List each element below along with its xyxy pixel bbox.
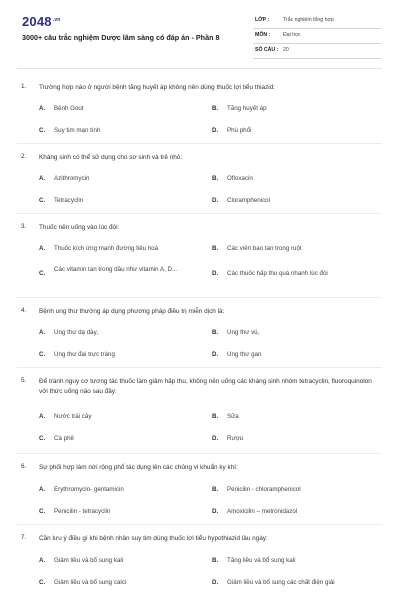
option-text: Phù phổi — [227, 127, 252, 134]
option-text: Các vitamin tan trong dầu như vitamin A, D... — [54, 266, 178, 273]
meta-value-subject: Đại học — [283, 32, 301, 38]
option-letter: C. — [39, 435, 46, 442]
question-number: 1. — [21, 83, 27, 90]
question-number: 3. — [21, 223, 27, 230]
question-divider — [17, 524, 382, 525]
option-text: Thuốc kích ứng mạnh đường tiêu hoá — [54, 245, 159, 252]
question-text: Cần lưu ý điều gì khi bệnh nhân suy tim dùng thuốc lợi tiểu hypothiazid lâu ngày: — [39, 535, 268, 542]
option-text: Giảm liều và bổ sung các chất điện giải — [227, 579, 335, 586]
option-text: Nước trái cây — [54, 413, 92, 420]
option-text: Azithromycin — [54, 175, 90, 182]
question-text: Kháng sinh có thể sử dụng cho sơ sinh và trẻ nhỏ: — [39, 154, 183, 161]
option-text: Tăng huyết áp — [227, 105, 267, 112]
option-letter: D. — [212, 270, 219, 277]
question-number: 7. — [21, 534, 27, 541]
option-text: Ung thư dạ dày, — [54, 329, 98, 336]
option-text: Tetracyclin — [54, 197, 84, 204]
question-text: Bệnh ung thư thường áp dụng phương pháp điều trị miễn dịch là: — [39, 308, 225, 315]
option-letter: B. — [212, 175, 219, 182]
question-divider — [17, 213, 382, 214]
option-text: Rượu — [227, 435, 244, 442]
meta-label-subject: MÔN : — [255, 32, 271, 38]
option-letter: D. — [212, 508, 219, 515]
option-letter: C. — [39, 270, 46, 277]
question-number: 2. — [21, 153, 27, 160]
option-letter: D. — [212, 579, 219, 586]
option-text: Các thuốc hấp thu quá nhanh lúc đói — [227, 270, 328, 277]
option-text: Giảm liều và bổ sung kali — [54, 557, 124, 564]
meta-label-count: SỐ CÂU : — [255, 47, 279, 53]
option-letter: B. — [212, 245, 219, 252]
option-letter: C. — [39, 579, 46, 586]
meta-label-class: LỚP : — [255, 17, 270, 23]
question-text: Trường hợp nào ở người bệnh tăng huyết áp không nên dùng thuốc lợi tiểu thiazid: — [39, 84, 276, 91]
option-letter: A. — [39, 175, 46, 182]
option-text: Suy tim mạn tính — [54, 127, 101, 134]
option-text: Amoxicilin – metronidazol — [227, 508, 298, 515]
option-letter: D. — [212, 197, 219, 204]
question-divider — [17, 367, 382, 368]
option-letter: A. — [39, 413, 46, 420]
logo-text: 2048 — [22, 14, 52, 29]
option-text: Ung thư đại trực tràng — [54, 351, 115, 358]
question-divider — [17, 297, 382, 298]
option-letter: A. — [39, 557, 46, 564]
option-letter: D. — [212, 351, 219, 358]
option-text: Sữa — [227, 413, 239, 420]
option-letter: B. — [212, 105, 219, 112]
option-letter: C. — [39, 127, 46, 134]
document-title: 3000+ câu trắc nghiệm Dược lâm sàng có đáp án - Phần 8 — [22, 33, 220, 42]
logo-suffix: .vn — [52, 16, 61, 23]
question-text: Thuốc nên uống vào lúc đói: — [39, 224, 120, 231]
option-letter: A. — [39, 329, 46, 336]
option-letter: B. — [212, 329, 219, 336]
option-text: Erythromycin- gentamicin — [54, 486, 124, 493]
option-letter: D. — [212, 127, 219, 134]
question-number: 5. — [21, 377, 27, 384]
option-text: Ofloxacin — [227, 175, 253, 182]
option-letter: A. — [39, 486, 46, 493]
meta-value-class: Trắc nghiệm tổng hợp — [283, 17, 334, 23]
option-text: Ung thư vú, — [227, 329, 260, 336]
option-letter: B. — [212, 413, 219, 420]
option-letter: B. — [212, 486, 219, 493]
option-text: Giảm liều và bổ sung calci — [54, 579, 127, 586]
option-text: Cà phê — [54, 435, 74, 442]
option-text: Cloramphenicol — [227, 197, 270, 204]
meta-value-count: 20 — [283, 47, 289, 53]
option-text: Ung thư gan — [227, 351, 262, 358]
option-text: Các viên bao tan trong ruột — [227, 245, 302, 252]
option-letter: A. — [39, 105, 46, 112]
question-number: 6. — [21, 463, 27, 470]
question-divider — [17, 143, 382, 144]
question-text: Để tránh nguy cơ tương tác thuốc làm giảm hấp thu, không nên uống các kháng sinh nhóm tetracyclin, fluoroquinolon với thức uống nào sau đây: — [39, 378, 372, 395]
option-letter: C. — [39, 351, 46, 358]
option-letter: C. — [39, 197, 46, 204]
option-letter: D. — [212, 435, 219, 442]
option-letter: A. — [39, 245, 46, 252]
option-text: Bệnh Gout — [54, 105, 84, 112]
option-text: Penicilin - tetracyclin — [54, 508, 111, 515]
question-divider — [17, 453, 382, 454]
option-letter: B. — [212, 557, 219, 564]
option-text: Tăng liều và bổ sung kali — [227, 557, 296, 564]
question-number: 4. — [21, 307, 27, 314]
question-text: Sự phối hợp làm nới rộng phổ tác dụng lên các chủng vi khuẩn ky khí: — [39, 464, 238, 471]
option-text: Penicilin - chloramphenicol — [227, 486, 301, 493]
option-letter: C. — [39, 508, 46, 515]
